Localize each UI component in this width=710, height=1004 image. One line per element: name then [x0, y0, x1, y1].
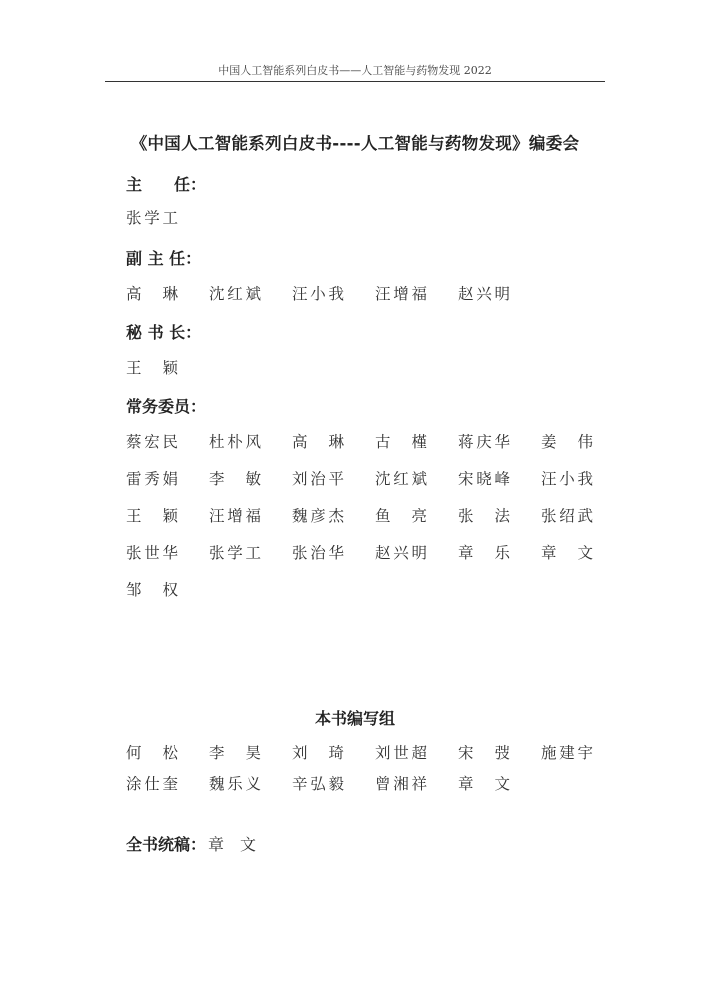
committee-name: 沈红斌 — [375, 470, 427, 488]
committee-name: 蔡宏民 — [126, 433, 178, 451]
committee-name: 姜 伟 — [541, 433, 593, 451]
deputy-name: 汪小我 — [292, 285, 344, 303]
writer-name: 章 文 — [458, 775, 510, 793]
writer-name: 何 松 — [126, 744, 178, 762]
writing-group-title: 本书编写组 — [314, 709, 395, 728]
committee-name: 古 槿 — [375, 433, 427, 451]
writer-name: 李 昊 — [209, 744, 261, 762]
committee-name: 汪小我 — [541, 470, 593, 488]
committee-name: 张绍武 — [541, 507, 593, 525]
deputy-name: 赵兴明 — [458, 285, 510, 303]
committee-name: 章 文 — [541, 544, 593, 562]
header-divider — [105, 81, 605, 82]
secretary-label: 秘 书 长： — [126, 323, 202, 342]
writer-name: 施建宇 — [541, 744, 593, 762]
committee-name: 宋晓峰 — [458, 470, 510, 488]
chief-editor-line — [126, 832, 256, 855]
writer-name: 魏乐义 — [209, 775, 261, 793]
committee-name: 张学工 — [209, 544, 261, 562]
committee-name: 章 乐 — [458, 544, 510, 562]
committee-name: 张 法 — [458, 507, 510, 525]
committee-name: 李 敏 — [209, 470, 261, 488]
deputy-name: 汪增福 — [375, 285, 427, 303]
deputy-name: 沈红斌 — [209, 285, 261, 303]
committee-name: 杜朴风 — [209, 433, 261, 451]
committee-name: 魏彦杰 — [292, 507, 344, 525]
writer-name: 辛弘毅 — [292, 775, 344, 793]
writer-name: 刘世超 — [375, 744, 427, 762]
committee-name: 张治华 — [292, 544, 344, 562]
committee-name: 雷秀娟 — [126, 470, 178, 488]
writer-name: 宋 弢 — [458, 744, 510, 762]
deputy-name: 高 琳 — [126, 285, 178, 303]
committee-name: 汪增福 — [209, 507, 261, 525]
committee-name: 刘治平 — [292, 470, 344, 488]
deputy-label: 副 主 任： — [126, 249, 202, 268]
running-header: 中国人工智能系列白皮书——人工智能与药物发现 2022 — [218, 64, 492, 77]
committee-name: 高 琳 — [292, 433, 344, 451]
committee-name: 赵兴明 — [375, 544, 427, 562]
chief-editor-name: 章 文 — [208, 835, 257, 854]
committee-name: 王 颖 — [126, 507, 178, 525]
chief-editor-label: 全书统稿： — [126, 835, 207, 854]
committee-name: 鱼 亮 — [375, 507, 427, 525]
committee-name: 张世华 — [126, 544, 178, 562]
committee-name: 邹 权 — [126, 581, 178, 599]
writer-name: 曾湘祥 — [375, 775, 427, 793]
page-title: 《中国人工智能系列白皮书----人工智能与药物发现》编委会 — [130, 134, 580, 153]
secretary-name: 王 颖 — [126, 359, 178, 377]
director-label: 主 任： — [126, 175, 207, 194]
writer-name: 涂仕奎 — [126, 775, 178, 793]
director-name: 张学工 — [126, 209, 178, 227]
writer-name: 刘 琦 — [292, 744, 344, 762]
committee-label: 常务委员： — [126, 397, 207, 416]
committee-name: 蒋庆华 — [458, 433, 510, 451]
